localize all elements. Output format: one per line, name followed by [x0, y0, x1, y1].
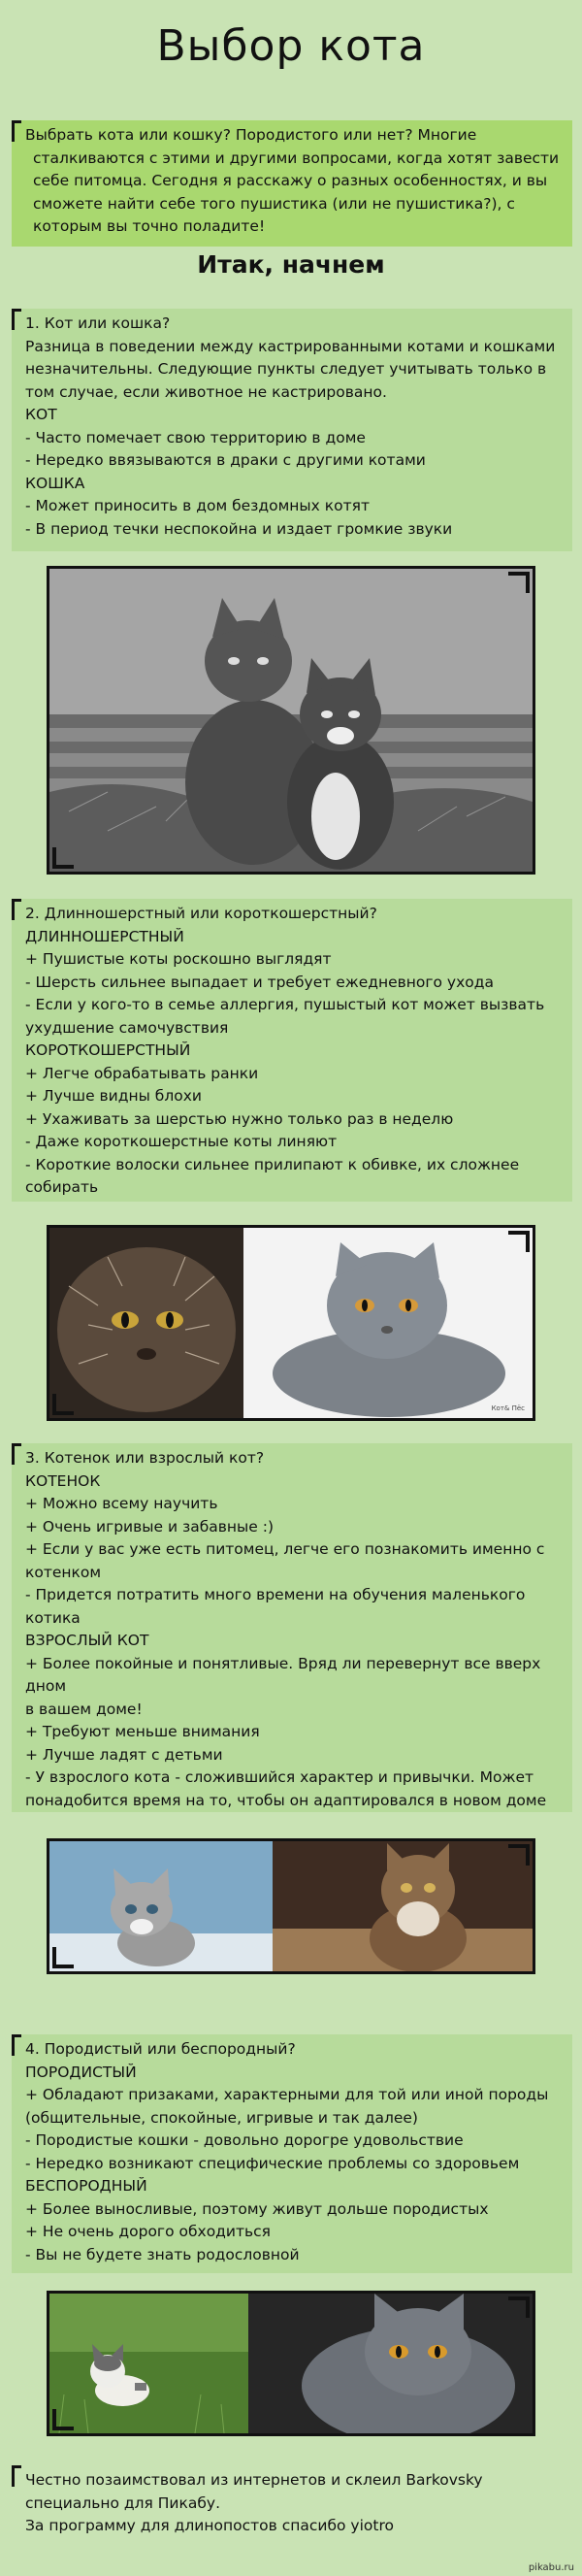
section-line: собирать	[25, 1178, 99, 1196]
gray-cat-pane	[248, 2294, 533, 2433]
frame-corner	[508, 2296, 530, 2318]
section-line: - Вы не будете знать родословной	[25, 2245, 300, 2263]
section-line: + Можно всему научить	[25, 1495, 218, 1512]
longhair-cat-illustration	[49, 1228, 243, 1418]
section-line: (общительные, спокойные, игривые и так далее)	[25, 2108, 418, 2127]
page-title: Выбор кота	[156, 21, 426, 71]
gray-cat-illustration	[248, 2294, 533, 2433]
section-line: БЕСПОРОДНЫЙ	[25, 2177, 147, 2195]
longhair-cat-pane	[49, 1228, 243, 1418]
frame-corner	[52, 1947, 74, 1968]
section-line: + Лучше видны блохи	[25, 1087, 202, 1105]
section-line: + Не очень дорого обходиться	[25, 2223, 271, 2240]
frame-corner	[508, 1231, 530, 1252]
section-1-block	[12, 309, 572, 551]
section-line: - Шерсть сильнее выпадает и требует ежедневного ухода	[25, 973, 494, 991]
section-line: ухудшение самочувствия	[25, 1018, 229, 1037]
corner-bracket	[12, 2034, 21, 2056]
photo-kitten-adult	[47, 1838, 535, 1974]
shorthair-cat-pane	[243, 1228, 533, 1418]
corner-bracket	[12, 899, 21, 920]
credits-line: специально для Пикабу.	[25, 2493, 221, 2512]
section-line: котенком	[25, 1563, 102, 1581]
intro-line: себе питомца. Сегодня я расскажу о разных особенностях, и вы	[33, 172, 548, 189]
corner-bracket	[12, 1443, 21, 1465]
section-line: КОТЕНОК	[25, 1471, 101, 1490]
frame-corner	[508, 572, 530, 593]
corner-bracket	[12, 120, 21, 142]
intro-line: Выбрать кота или кошку? Породистого или нет? Многие	[25, 126, 477, 144]
section-line: + Более покойные и понятливые. Вряд ли перевернут все вверх	[25, 1654, 541, 1672]
intro-line: сталкиваются с этими и другими вопросами, когда хотят завести	[33, 149, 560, 167]
section-line: ВЗРОСЛЫЙ КОТ	[25, 1632, 149, 1649]
intro-block	[12, 120, 572, 247]
section-line: + Обладают призаками, характерными для той или иной породы	[25, 2086, 549, 2103]
section-line: - Часто помечает свою территорию в доме	[25, 428, 366, 446]
section-line: КОРОТКОШЕРСТНЫЙ	[25, 1041, 191, 1059]
frame-corner	[52, 1394, 74, 1415]
kitten-illustration	[49, 1841, 273, 1971]
section-line: - Придется потратить много времени на обучения маленького	[25, 1586, 526, 1603]
section-line: - Даже короткошерстные коты линяют	[25, 1133, 338, 1150]
section-line: - Нередко возникают специфические проблемы со здоровьем	[25, 2154, 520, 2172]
section-2-heading: 2. Длинношерстный или короткошерстный?	[25, 905, 377, 922]
section-line: + Очень игривые и забавные :)	[25, 1517, 275, 1536]
section-4-heading: 4. Породистый или беспородный?	[25, 2040, 296, 2058]
kitten-pane	[49, 1841, 273, 1971]
intro-line: сможете найти себе того пушистика (или не пушистика?), с	[33, 194, 515, 213]
section-line: КОТ	[25, 406, 57, 423]
photo-mixed-and-gray-cat	[47, 2291, 535, 2436]
adult-cat-pane	[273, 1841, 533, 1971]
section-line: + Требуют меньше внимания	[25, 1723, 260, 1740]
section-3-heading: 3. Котенок или взрослый кот?	[25, 1449, 265, 1467]
corner-bracket	[12, 2465, 21, 2487]
section-line: ДЛИННОШЕРСТНЫЙ	[25, 927, 184, 945]
corner-bracket	[12, 309, 21, 330]
section-1-heading: 1. Кот или кошка?	[25, 314, 171, 332]
shorthair-cat-illustration	[243, 1228, 533, 1418]
outdoor-kitten-illustration	[49, 2294, 248, 2433]
credits-block	[12, 2465, 572, 2544]
section-line: незначительны. Следующие пункты следует учитывать только в	[25, 360, 547, 378]
frame-corner	[52, 847, 74, 869]
section-line: ПОРОДИСТЫЙ	[25, 2063, 137, 2081]
adult-cat-illustration	[273, 1841, 533, 1971]
section-2-block	[12, 899, 572, 1202]
section-line: - Короткие волоски сильнее прилипают к обивке, их сложнее	[25, 1155, 520, 1173]
credits-line: За программу для длинопостов спасибо yiotro	[25, 2517, 394, 2534]
section-line: + Лучше ладят с детьми	[25, 1745, 223, 1764]
intro-line: которым вы точно поладите!	[33, 217, 266, 235]
section-line: понадобится время на то, чтобы он адаптировался в новом доме	[25, 1791, 547, 1809]
outdoor-kitten-pane	[49, 2294, 248, 2433]
section-line: Разница в поведении между кастрированными котами и кошками	[25, 337, 556, 355]
section-line: - Если у кого-то в семье аллергия, пушыстый кот может вызвать	[25, 996, 545, 1013]
section-line: том случае, если животное не кастрировано.	[25, 382, 387, 401]
section-line: котика	[25, 1608, 81, 1627]
section-line: + Если у вас уже есть питомец, легче его познакомить именно с	[25, 1540, 545, 1558]
frame-corner	[52, 2409, 74, 2430]
site-watermark: pikabu.ru	[528, 2562, 574, 2573]
section-line: - Породистые кошки - довольно дорогре удовольствие	[25, 2131, 464, 2149]
section-line: + Пушистые коты роскошно выглядят	[25, 950, 332, 968]
section-line: - Нередко ввязываются в драки с другими котами	[25, 451, 426, 469]
section-line: - В период течки неспокойна и издает громкие звуки	[25, 519, 453, 538]
section-line: в вашем доме!	[25, 1700, 143, 1718]
section-3-block	[12, 1443, 572, 1812]
photo-two-tabby-cats	[47, 566, 535, 875]
section-line: + Более выносливые, поэтому живут дольше породистых	[25, 2199, 489, 2218]
subheading: Итак, начнем	[197, 250, 385, 279]
credits-line: Честно позаимствовал из интернетов и склеил Barkovsky	[25, 2471, 483, 2489]
section-line: дном	[25, 1677, 67, 1695]
section-4-block	[12, 2034, 572, 2273]
section-line: - У взрослого кота - сложившийся характер и привычки. Может	[25, 1768, 534, 1786]
section-line: - Может приносить в дом бездомных котят	[25, 497, 370, 514]
section-line: + Легче обрабатывать ранки	[25, 1064, 259, 1082]
section-line: + Ухаживать за шерстью нужно только раз в неделю	[25, 1109, 454, 1128]
photo-longhair-shorthair	[47, 1225, 535, 1421]
frame-corner	[508, 1844, 530, 1866]
cats-illustration	[49, 569, 533, 872]
photo-caption: Кот& Пёс	[491, 1404, 525, 1412]
section-line: КОШКА	[25, 474, 85, 492]
